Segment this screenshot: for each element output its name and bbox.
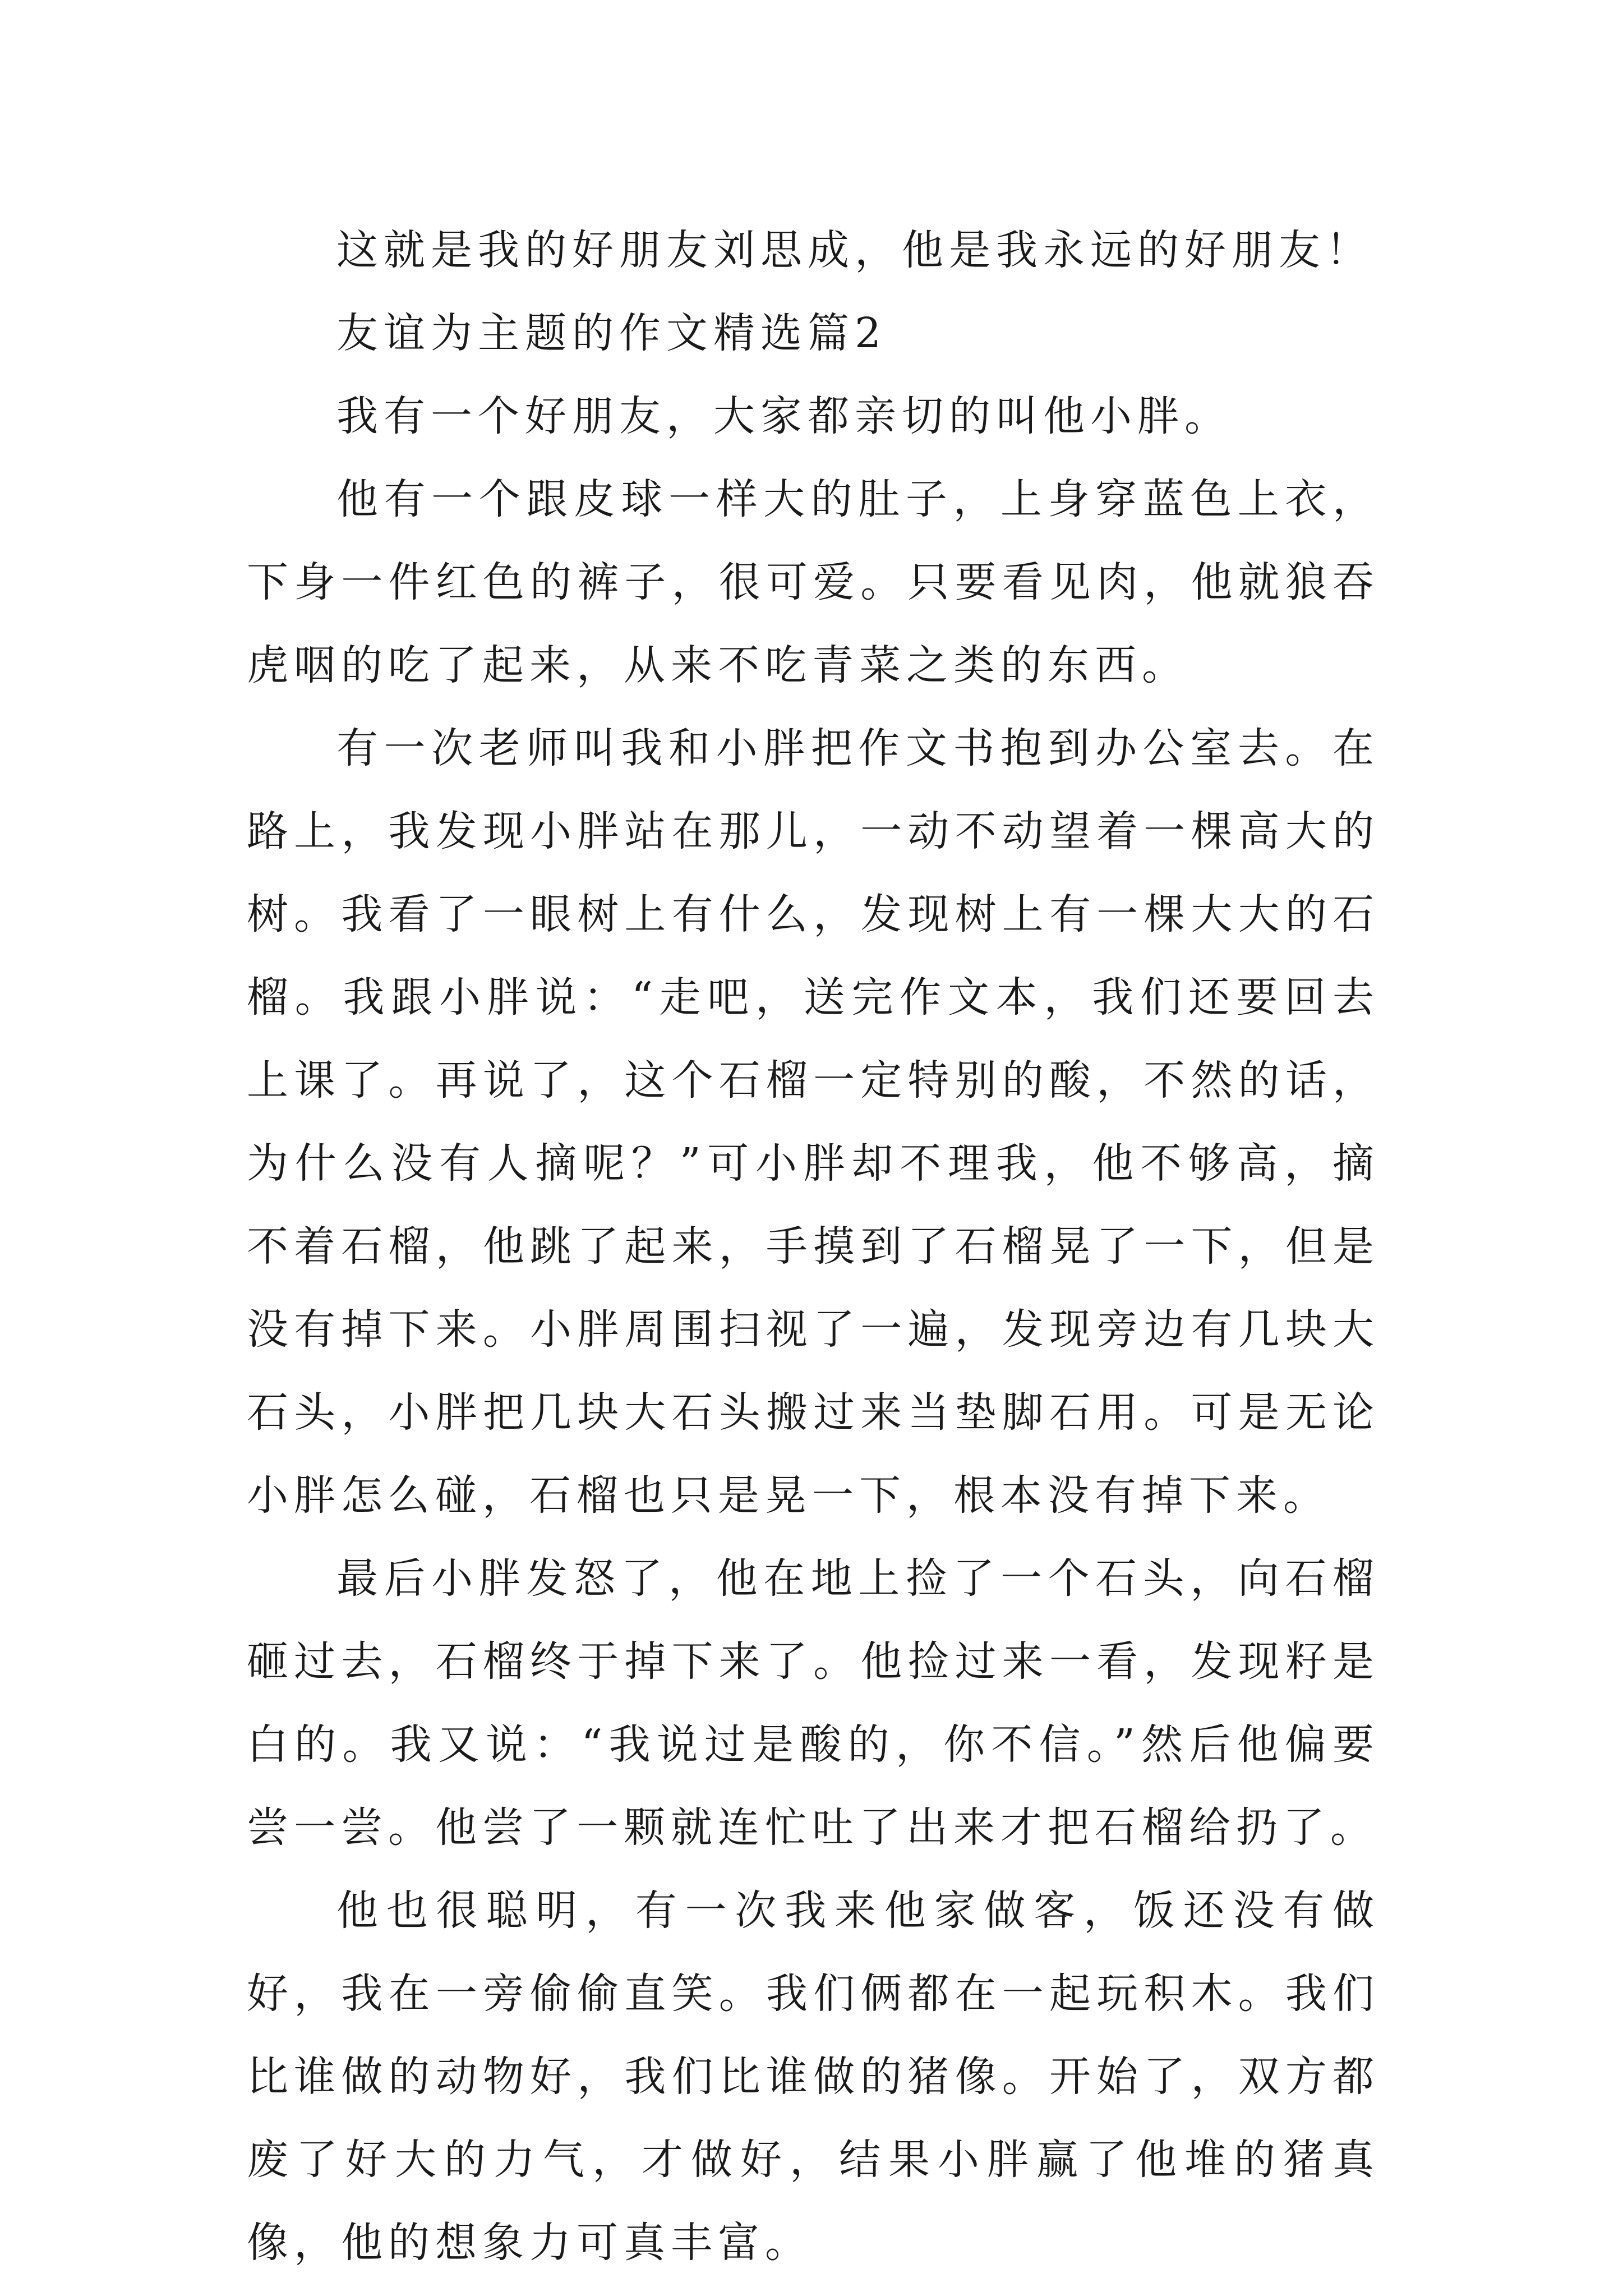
section-heading: 友谊为主题的作文精选篇2	[336, 309, 887, 357]
paragraph-appearance: 他有一个跟皮球一样大的肚子，上身穿蓝色上衣，下身一件红色的裤子，很可爱。只要看见肉，他就狼吞虎咽的吃了起来，从来不吃青菜之类的东西。	[247, 475, 1380, 689]
paragraph-pomegranate-ending: 最后小胖发怒了，他在地上捡了一个石头，向石榴砸过去，石榴终于掉下来了。他捡过来一看，发现籽是白的。我又说：“我说过是酸的，你不信。”然后他偏要尝一尝。他尝了一颗就连忙吐了出来才把石榴给扔了。	[247, 1554, 1380, 1852]
paragraph-closing-line: 这就是我的好朋友刘思成，他是我永远的好朋友！	[336, 226, 1373, 274]
document-body	[247, 209, 1380, 2284]
paragraph-pomegranate-story: 有一次老师叫我和小胖把作文书抱到办公室去。在路上，我发现小胖站在那儿，一动不动望着一棵高大的树。我看了一眼树上有什么，发现树上有一棵大大的石榴。我跟小胖说：“走吧，送完作文本，我们还要回去上课了。再说了，这个石榴一定特别的酸，不然的话，为什么没有人摘呢？”可小胖却不理我，他不够高，摘不着石榴，他跳了起来，手摸到了石榴晃了一下，但是没有掉下来。小胖周围扫视了一遍，发现旁边有几块大石头，小胖把几块大石头搬过来当垫脚石用。可是无论小胖怎么碰，石榴也只是晃一下，根本没有掉下来。	[247, 724, 1380, 1520]
paragraph-intro: 我有一个好朋友，大家都亲切的叫他小胖。	[336, 392, 1232, 440]
paragraph-building-blocks: 他也很聪明，有一次我来他家做客，饭还没有做好，我在一旁偷偷直笑。我们俩都在一起玩积木。我们比谁做的动物好，我们比谁做的猪像。开始了，双方都废了好大的力气，才做好，结果小胖赢了他堆的猪真像，他的想象力可真丰富。	[247, 1887, 1380, 2267]
